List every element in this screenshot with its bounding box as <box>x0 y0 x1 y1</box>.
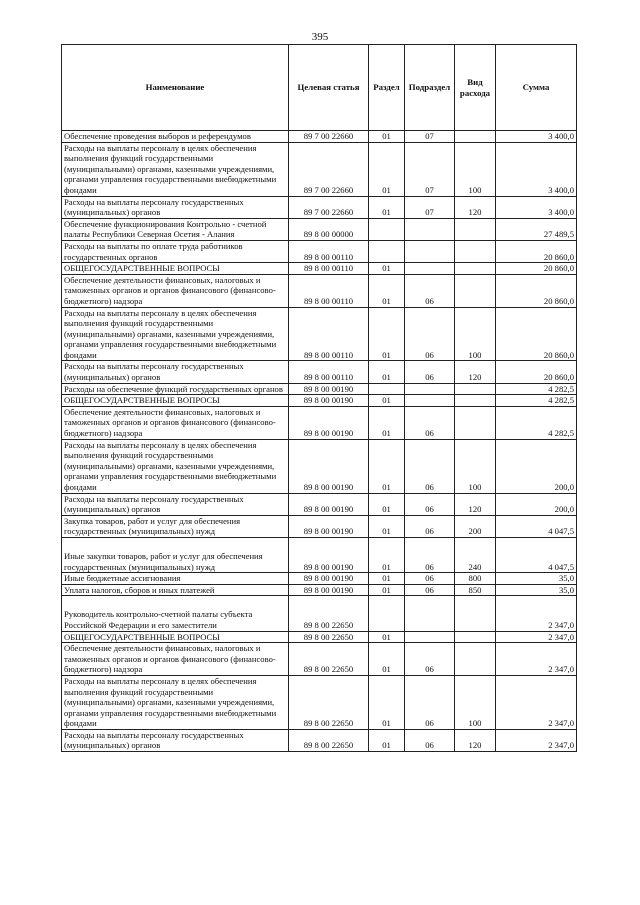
table-row <box>62 493 577 515</box>
cell-sum: 3 400,0 <box>496 142 577 196</box>
cell-subsection <box>405 395 455 407</box>
table-row <box>62 131 577 143</box>
header-target: Целевая статья <box>289 45 369 131</box>
cell-sum: 2 347,0 <box>496 675 577 729</box>
cell-target: 89 7 00 22660 <box>289 196 369 218</box>
table-row <box>62 675 577 729</box>
cell-subsection <box>405 263 455 275</box>
cell-subsection: 06 <box>405 274 455 307</box>
cell-kind <box>455 395 496 407</box>
cell-sum: 2 347,0 <box>496 631 577 643</box>
cell-name: ОБЩЕГОСУДАРСТВЕННЫЕ ВОПРОСЫ <box>62 631 289 643</box>
cell-target: 89 8 00 00190 <box>289 515 369 537</box>
table-row <box>62 584 577 596</box>
cell-target: 89 8 00 00190 <box>289 406 369 439</box>
table-row <box>62 383 577 395</box>
cell-kind: 100 <box>455 142 496 196</box>
table-row <box>62 263 577 275</box>
header-section: Раздел <box>369 45 405 131</box>
cell-target: 89 8 00 22650 <box>289 675 369 729</box>
cell-name: Расходы на выплаты по оплате труда работников государственных органов <box>62 240 289 262</box>
cell-subsection: 06 <box>405 729 455 751</box>
cell-kind <box>455 631 496 643</box>
cell-target: 89 8 00 22650 <box>289 596 369 631</box>
cell-kind <box>455 218 496 240</box>
cell-kind: 800 <box>455 573 496 585</box>
cell-section: 01 <box>369 361 405 383</box>
cell-sum: 4 282,5 <box>496 406 577 439</box>
cell-subsection: 06 <box>405 439 455 493</box>
cell-name: Расходы на выплаты персоналу в целях обеспечения выполнения функций государственными (муниципальными) органами, казенными учреждениями, органами управления государственными внебюджетными фондами <box>62 142 289 196</box>
cell-section: 01 <box>369 395 405 407</box>
cell-subsection: 06 <box>405 675 455 729</box>
cell-target: 89 8 00 00190 <box>289 395 369 407</box>
cell-sum: 4 282,5 <box>496 395 577 407</box>
table-row <box>62 729 577 751</box>
cell-kind: 100 <box>455 307 496 361</box>
cell-subsection: 06 <box>405 515 455 537</box>
cell-subsection: 06 <box>405 493 455 515</box>
cell-subsection: 06 <box>405 573 455 585</box>
cell-section: 01 <box>369 729 405 751</box>
table-header-row <box>62 45 577 131</box>
cell-subsection: 07 <box>405 196 455 218</box>
table-row <box>62 274 577 307</box>
cell-kind <box>455 383 496 395</box>
cell-name: Расходы на выплаты персоналу государственных (муниципальных) органов <box>62 493 289 515</box>
cell-subsection: 07 <box>405 131 455 143</box>
cell-name: Обеспечение функционирования Контрольно - счетной палаты Республики Северная Осетия - Алания <box>62 218 289 240</box>
cell-kind <box>455 274 496 307</box>
table-row <box>62 643 577 676</box>
cell-name: Обеспечение проведения выборов и референдумов <box>62 131 289 143</box>
cell-kind <box>455 263 496 275</box>
table-row <box>62 196 577 218</box>
cell-target: 89 7 00 22660 <box>289 142 369 196</box>
cell-kind <box>455 406 496 439</box>
cell-section: 01 <box>369 537 405 572</box>
cell-subsection: 06 <box>405 643 455 676</box>
table-row <box>62 361 577 383</box>
cell-kind: 100 <box>455 675 496 729</box>
cell-section: 01 <box>369 573 405 585</box>
header-name: Наименование <box>62 45 289 131</box>
cell-sum: 2 347,0 <box>496 596 577 631</box>
cell-target: 89 8 00 00110 <box>289 307 369 361</box>
cell-kind: 200 <box>455 515 496 537</box>
cell-kind: 850 <box>455 584 496 596</box>
table-row <box>62 406 577 439</box>
cell-kind: 120 <box>455 196 496 218</box>
cell-sum: 4 282,5 <box>496 383 577 395</box>
cell-section: 01 <box>369 631 405 643</box>
cell-name: Закупка товаров, работ и услуг для обеспечения государственных (муниципальных) нужд <box>62 515 289 537</box>
cell-section <box>369 218 405 240</box>
cell-sum: 35,0 <box>496 573 577 585</box>
cell-subsection <box>405 631 455 643</box>
cell-subsection: 06 <box>405 406 455 439</box>
cell-section: 01 <box>369 274 405 307</box>
cell-name: Расходы на обеспечение функций государственных органов <box>62 383 289 395</box>
table-row <box>62 631 577 643</box>
cell-target: 89 8 00 00190 <box>289 584 369 596</box>
cell-subsection <box>405 218 455 240</box>
cell-sum: 2 347,0 <box>496 729 577 751</box>
cell-section: 01 <box>369 196 405 218</box>
cell-subsection <box>405 383 455 395</box>
cell-name: Иные бюджетные ассигнования <box>62 573 289 585</box>
cell-target: 89 8 00 00110 <box>289 274 369 307</box>
cell-target: 89 8 00 00190 <box>289 537 369 572</box>
cell-subsection: 07 <box>405 142 455 196</box>
cell-subsection: 06 <box>405 584 455 596</box>
cell-subsection <box>405 596 455 631</box>
cell-target: 89 8 00 00000 <box>289 218 369 240</box>
table-row <box>62 439 577 493</box>
table-row <box>62 142 577 196</box>
cell-sum: 20 860,0 <box>496 263 577 275</box>
cell-name: Обеспечение деятельности финансовых, налоговых и таможенных органов и органов финансового (финансово-бюджетного) надзора <box>62 643 289 676</box>
cell-name: ОБЩЕГОСУДАРСТВЕННЫЕ ВОПРОСЫ <box>62 263 289 275</box>
table-row <box>62 307 577 361</box>
cell-name: Расходы на выплаты персоналу в целях обеспечения выполнения функций государственными (муниципальными) органами, казенными учреждениями, органами управления государственными внебюджетными фондами <box>62 307 289 361</box>
cell-section: 01 <box>369 142 405 196</box>
cell-section: 01 <box>369 493 405 515</box>
cell-kind <box>455 240 496 262</box>
cell-target: 89 8 00 00190 <box>289 383 369 395</box>
cell-section <box>369 383 405 395</box>
cell-name: Расходы на выплаты персоналу в целях обеспечения выполнения функций государственными (муниципальными) органами, казенными учреждениями, органами управления государственными внебюджетными фондами <box>62 675 289 729</box>
cell-sum: 200,0 <box>496 493 577 515</box>
cell-kind: 240 <box>455 537 496 572</box>
cell-sum: 2 347,0 <box>496 643 577 676</box>
cell-sum: 20 860,0 <box>496 361 577 383</box>
table-row <box>62 596 577 631</box>
cell-sum: 20 860,0 <box>496 274 577 307</box>
table-row <box>62 537 577 572</box>
page-number: 395 <box>311 31 329 43</box>
cell-target: 89 8 00 22650 <box>289 729 369 751</box>
cell-section: 01 <box>369 131 405 143</box>
cell-target: 89 8 00 22650 <box>289 643 369 676</box>
cell-sum: 3 400,0 <box>496 196 577 218</box>
cell-name: Уплата налогов, сборов и иных платежей <box>62 584 289 596</box>
cell-sum: 27 489,5 <box>496 218 577 240</box>
table-row <box>62 515 577 537</box>
cell-section: 01 <box>369 263 405 275</box>
cell-subsection: 06 <box>405 537 455 572</box>
cell-name: Обеспечение деятельности финансовых, налоговых и таможенных органов и органов финансового (финансово-бюджетного) надзора <box>62 406 289 439</box>
cell-section <box>369 240 405 262</box>
cell-section <box>369 596 405 631</box>
cell-kind: 120 <box>455 361 496 383</box>
cell-subsection: 06 <box>405 307 455 361</box>
cell-subsection: 06 <box>405 361 455 383</box>
budget-table <box>61 44 577 752</box>
cell-name: ОБЩЕГОСУДАРСТВЕННЫЕ ВОПРОСЫ <box>62 395 289 407</box>
cell-target: 89 8 00 00110 <box>289 263 369 275</box>
cell-target: 89 8 00 00190 <box>289 573 369 585</box>
cell-target: 89 8 00 00110 <box>289 240 369 262</box>
cell-section: 01 <box>369 643 405 676</box>
cell-target: 89 8 00 00110 <box>289 361 369 383</box>
cell-sum: 20 860,0 <box>496 240 577 262</box>
table-row <box>62 573 577 585</box>
cell-name: Расходы на выплаты персоналу государственных (муниципальных) органов <box>62 729 289 751</box>
cell-name: Расходы на выплаты персоналу государственных (муниципальных) органов <box>62 196 289 218</box>
table-row <box>62 218 577 240</box>
cell-section: 01 <box>369 515 405 537</box>
table-row <box>62 240 577 262</box>
cell-sum: 35,0 <box>496 584 577 596</box>
cell-subsection <box>405 240 455 262</box>
cell-kind <box>455 643 496 676</box>
cell-target: 89 8 00 22650 <box>289 631 369 643</box>
cell-sum: 4 047,5 <box>496 515 577 537</box>
cell-name: Расходы на выплаты персоналу в целях обеспечения выполнения функций государственными (муниципальными) органами, казенными учреждениями, органами управления государственными внебюджетными фондами <box>62 439 289 493</box>
cell-kind: 100 <box>455 439 496 493</box>
cell-section: 01 <box>369 406 405 439</box>
cell-kind: 120 <box>455 493 496 515</box>
table-row <box>62 395 577 407</box>
cell-sum: 4 047,5 <box>496 537 577 572</box>
cell-sum: 3 400,0 <box>496 131 577 143</box>
header-subsection: Подраздел <box>405 45 455 131</box>
cell-name: Руководитель контрольно-счетной палаты субъекта Российской Федерации и его заместители <box>62 596 289 631</box>
cell-section: 01 <box>369 307 405 361</box>
cell-section: 01 <box>369 675 405 729</box>
cell-sum: 20 860,0 <box>496 307 577 361</box>
header-kind: Вид расхода <box>455 45 496 131</box>
cell-name: Обеспечение деятельности финансовых, налоговых и таможенных органов и органов финансового (финансово-бюджетного) надзора <box>62 274 289 307</box>
cell-target: 89 8 00 00190 <box>289 493 369 515</box>
cell-section: 01 <box>369 439 405 493</box>
cell-target: 89 8 00 00190 <box>289 439 369 493</box>
cell-kind: 120 <box>455 729 496 751</box>
cell-kind <box>455 131 496 143</box>
cell-name: Иные закупки товаров, работ и услуг для обеспечения государственных (муниципальных) нужд <box>62 537 289 572</box>
cell-kind <box>455 596 496 631</box>
cell-sum: 200,0 <box>496 439 577 493</box>
cell-name: Расходы на выплаты персоналу государственных (муниципальных) органов <box>62 361 289 383</box>
cell-target: 89 7 00 22660 <box>289 131 369 143</box>
table-body <box>62 131 577 752</box>
header-sum: Сумма <box>496 45 577 131</box>
cell-section: 01 <box>369 584 405 596</box>
